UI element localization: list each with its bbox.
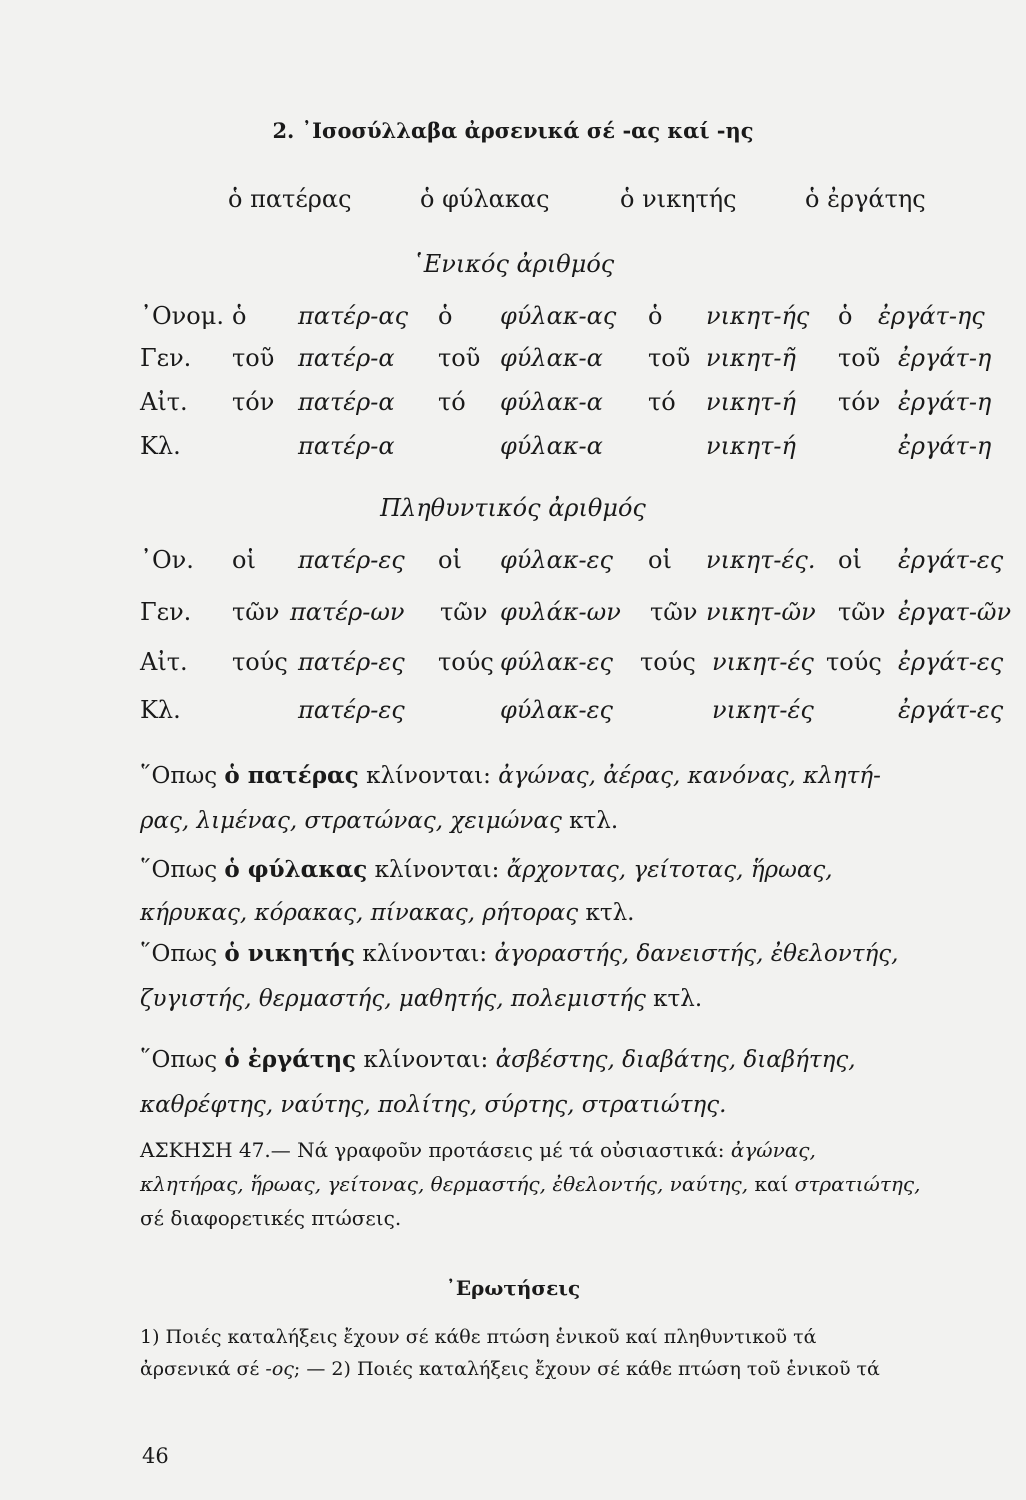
article: τῶν: [838, 598, 886, 626]
form: πατέρ-ας: [298, 302, 409, 330]
form: πατέρ-α: [298, 432, 395, 460]
note-words: κήρυκας, κόρακας, πίνακας, ρήτορας: [140, 900, 579, 926]
question-ending: -ος: [265, 1358, 294, 1380]
article: τούς: [232, 648, 288, 676]
note-words: ρας, λιμένας, στρατώνας, χειμώνας: [140, 808, 562, 834]
note-headword: ὁ νικητής: [224, 940, 356, 967]
article: τῶν: [650, 598, 698, 626]
article: ὁ: [232, 302, 247, 330]
form: ἐργάτ-η: [898, 344, 992, 372]
note-etc: κτλ.: [645, 986, 703, 1012]
headword-fylakas: ὁ φύλακας: [420, 185, 550, 213]
form: πατέρ-α: [298, 344, 395, 372]
article: τῶν: [232, 598, 280, 626]
note-words: ἀγώνας, ἀέρας, κανόνας, κλητή-: [498, 763, 881, 789]
page-number: 46: [142, 1444, 169, 1468]
article: τούς: [438, 648, 494, 676]
form: πατέρ-ες: [298, 696, 405, 724]
singular-heading: ῾Ενικός ἀριθμός: [411, 250, 615, 278]
note-nikitis-line2: [140, 986, 1010, 1012]
case-label: ᾿Ον.: [140, 546, 194, 574]
article: τοῦ: [438, 344, 481, 372]
article: οἱ: [838, 546, 862, 574]
note-fylakas-line1: [140, 856, 1010, 883]
form: φύλακ-ες: [500, 648, 613, 676]
form: φύλακ-ες: [500, 546, 613, 574]
form: φύλακ-α: [500, 344, 603, 372]
case-label: Κλ.: [140, 432, 181, 460]
exercise-text: ΑΣΚΗΣΗ 47.— Νά γραφοῦν προτάσεις μέ τά οὐσιαστικά:: [140, 1138, 731, 1162]
form: νικητ-ῶν: [706, 598, 816, 626]
section-title: 2. ᾿Ισοσύλλαβα ἀρσενικά σέ -ας καί -ης: [272, 118, 754, 143]
form: πατέρ-ων: [290, 598, 405, 626]
note-nikitis-line1: [140, 940, 1010, 967]
article: τόν: [232, 388, 275, 416]
note-etc: κτλ.: [578, 900, 635, 926]
form: νικητ-ές.: [706, 546, 816, 574]
note-headword: ὁ πατέρας: [224, 762, 359, 789]
note-headword: ὁ φύλακας: [224, 856, 368, 883]
article: τοῦ: [648, 344, 691, 372]
form: ἐργατ-ῶν: [898, 598, 1012, 626]
note-ergatis-line1: [140, 1046, 1010, 1073]
article: ὁ: [648, 302, 663, 330]
exercise-words: στρατιώτης,: [794, 1172, 921, 1196]
case-label: Γεν.: [140, 344, 192, 372]
form: πατέρ-ες: [298, 648, 405, 676]
question-line2: [140, 1358, 880, 1380]
note-pateras-line2: [140, 808, 1010, 834]
article: τῶν: [440, 598, 488, 626]
article: τόν: [838, 388, 881, 416]
form: ἐργάτ-η: [898, 388, 992, 416]
article: οἱ: [438, 546, 462, 574]
case-label: ᾿Ονομ.: [140, 302, 224, 330]
case-label: Αἰτ.: [140, 388, 188, 416]
form: νικητ-ής: [706, 302, 810, 330]
note-words: καθρέφτης, ναύτης, πολίτης, σύρτης, στρατιώτης.: [140, 1092, 727, 1118]
form: νικητ-ές: [712, 648, 814, 676]
article: τούς: [826, 648, 882, 676]
headword-nikitis: ὁ νικητής: [620, 185, 737, 213]
form: νικητ-ή: [706, 388, 796, 416]
questions-heading: ᾿Ερωτήσεις: [445, 1276, 581, 1300]
note-words: ἀγοραστής, δανειστής, ἐθελοντής,: [494, 941, 899, 967]
form: πατέρ-α: [298, 388, 395, 416]
exercise-words: ἀγώνας,: [730, 1138, 816, 1162]
case-label: Γεν.: [140, 598, 192, 626]
note-pateras-line1: [140, 762, 1010, 789]
note-prefix: ῞Οπως: [140, 857, 225, 883]
case-label: Κλ.: [140, 696, 181, 724]
exercise-line1: [140, 1138, 1010, 1162]
note-mid: κλίνονται:: [367, 857, 507, 883]
article: τό: [438, 388, 466, 416]
question-text: ἀρσενικά σέ: [140, 1358, 266, 1380]
plural-heading: Πληθυντικός ἀριθμός: [380, 494, 646, 522]
form: νικητ-ή: [706, 432, 796, 460]
note-mid: κλίνονται:: [356, 1047, 496, 1073]
question-text: ; — 2) Ποιές καταλήξεις ἔχουν σέ κάθε πτώση τοῦ ἑνικοῦ τά: [293, 1358, 880, 1380]
form: ἐργάτ-ης: [878, 302, 985, 330]
form: ἐργάτ-ες: [898, 546, 1004, 574]
note-ergatis-line2: [140, 1092, 1010, 1118]
note-words: ἄρχοντας, γείτοτας, ἥρωας,: [506, 857, 833, 883]
note-headword: ὁ ἐργάτης: [224, 1046, 357, 1073]
headword-ergatis: ὁ ἐργάτης: [805, 185, 926, 213]
exercise-line3: σέ διαφορετικές πτώσεις.: [140, 1206, 402, 1230]
article: ὁ: [838, 302, 853, 330]
form: ἐργάτ-ες: [898, 648, 1004, 676]
article: ὁ: [438, 302, 453, 330]
form: ἐργάτ-ες: [898, 696, 1004, 724]
note-fylakas-line2: [140, 900, 1010, 926]
note-prefix: ῞Οπως: [140, 1047, 225, 1073]
headword-pateras: ὁ πατέρας: [228, 185, 352, 213]
note-prefix: ῞Οπως: [140, 941, 225, 967]
form: φύλακ-α: [500, 388, 603, 416]
exercise-words: κλητήρας, ἥρωας, γείτονας, θερμαστής, ἐθελοντής, ναύτης,: [140, 1172, 749, 1196]
exercise-line2: [140, 1172, 1010, 1196]
article: τοῦ: [232, 344, 275, 372]
form: φυλάκ-ων: [500, 598, 621, 626]
form: φύλακ-ες: [500, 696, 613, 724]
form: πατέρ-ες: [298, 546, 405, 574]
exercise-text: καί: [748, 1172, 795, 1196]
note-etc: κτλ.: [561, 808, 619, 834]
note-words: ἀσβέστης, διαβάτης, διαβήτης,: [495, 1047, 856, 1073]
article: οἱ: [232, 546, 256, 574]
note-prefix: ῞Οπως: [140, 763, 225, 789]
article: τούς: [640, 648, 696, 676]
form: φύλακ-α: [500, 432, 603, 460]
form: νικητ-ῆ: [706, 344, 796, 372]
note-mid: κλίνονται:: [358, 763, 499, 789]
note-mid: κλίνονται:: [355, 941, 495, 967]
article: τό: [648, 388, 676, 416]
case-label: Αἰτ.: [140, 648, 188, 676]
article: οἱ: [648, 546, 672, 574]
form: ἐργάτ-η: [898, 432, 992, 460]
note-words: ζυγιστής, θερμαστής, μαθητής, πολεμιστής: [140, 986, 646, 1012]
question-line1: 1) Ποιές καταλήξεις ἔχουν σέ κάθε πτώση ἑνικοῦ καί πληθυντικοῦ τά: [140, 1326, 817, 1348]
article: τοῦ: [838, 344, 881, 372]
form: φύλακ-ας: [500, 302, 617, 330]
form: νικητ-ές: [712, 696, 814, 724]
